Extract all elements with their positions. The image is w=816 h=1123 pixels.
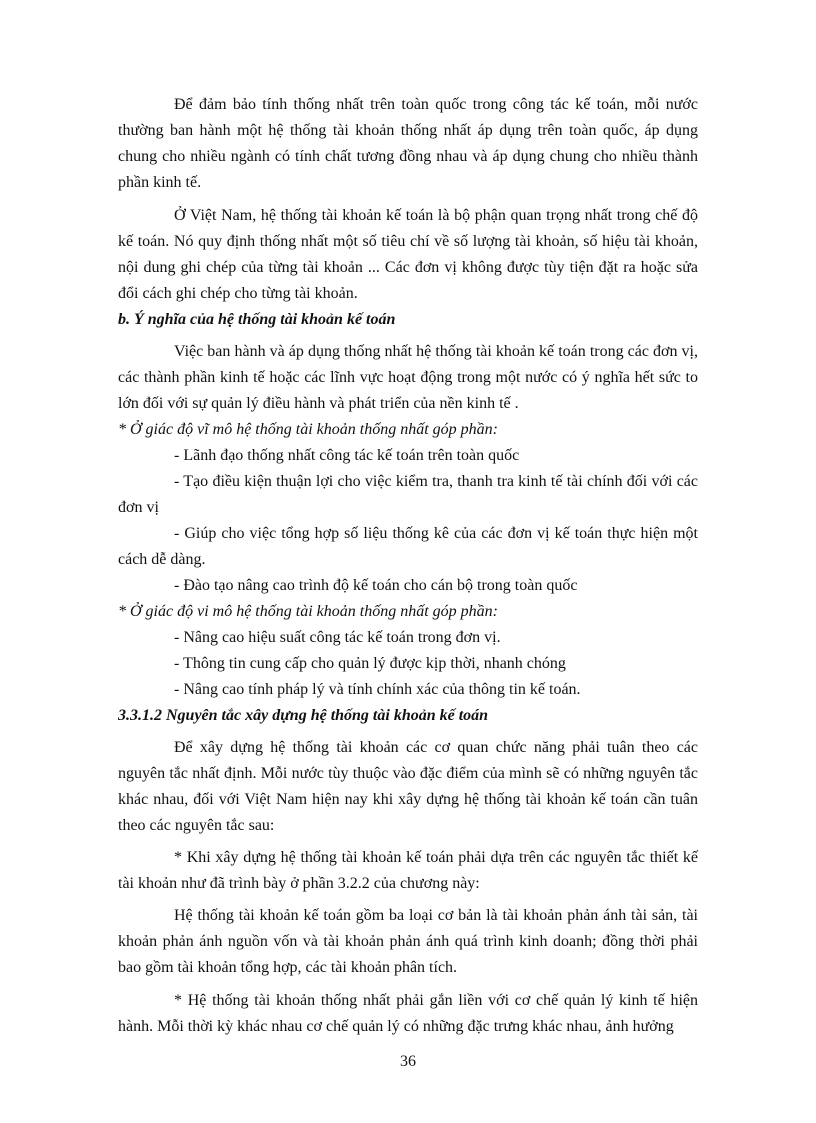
paragraph-design-principles: * Khi xây dựng hệ thống tài khoản kế toán phải dựa trên các nguyên tắc thiết kế tài khoản như đã trình bày ở phần 3.2.2 của chương này: <box>118 849 698 892</box>
section-heading-principles: 3.3.1.2 Nguyên tắc xây dựng hệ thống tài khoản kế toán <box>118 707 489 724</box>
page-content <box>118 92 698 1040</box>
micro-item-3: - Nâng cao tính pháp lý và tính chính xác của thông tin kế toán. <box>174 681 581 698</box>
page-number: 36 <box>400 1053 416 1070</box>
paragraph-principles-intro: Để xây dựng hệ thống tài khoản các cơ quan chức năng phải tuân theo các nguyên tắc nhất định. Mỗi nước tùy thuộc vào đặc điểm của mình sẽ có những nguyên tắc khác nhau, đối với Việt Nam hiện nay khi xây dựng hệ thống tài khoản kế toán cần tuân theo các nguyên tắc sau: <box>118 739 698 834</box>
section-heading-meaning: b. Ý nghĩa của hệ thống tài khoản kế toán <box>118 311 396 328</box>
macro-item-3: - Giúp cho việc tổng hợp số liệu thống kê của các đơn vị kế toán thực hiện một cách dễ dàng. <box>118 525 698 568</box>
paragraph-management-mechanism: * Hệ thống tài khoản thống nhất phải gắn liền với cơ chế quản lý kinh tế hiện hành. Mỗi thời kỳ khác nhau cơ chế quản lý có những đặc trưng khác nhau, ảnh hưởng <box>118 992 698 1035</box>
micro-level-label: * Ở giác độ vi mô hệ thống tài khoản thống nhất góp phần: <box>118 603 498 620</box>
micro-item-2: - Thông tin cung cấp cho quản lý được kịp thời, nhanh chóng <box>174 655 566 672</box>
macro-item-2: - Tạo điều kiện thuận lợi cho việc kiểm tra, thanh tra kinh tế tài chính đối với các đơn vị <box>118 473 698 516</box>
macro-item-1: - Lãnh đạo thống nhất công tác kế toán trên toàn quốc <box>174 447 520 464</box>
paragraph-national-uniformity: Để đảm bảo tính thống nhất trên toàn quốc trong công tác kế toán, mỗi nước thường ban hành một hệ thống tài khoản thống nhất áp dụng trên toàn quốc, áp dụng chung cho nhiều ngành có tính chất tương đồng nhau và áp dụng chung cho nhiều thành phần kinh tế. <box>118 96 698 191</box>
paragraph-account-types: Hệ thống tài khoản kế toán gồm ba loại cơ bản là tài khoản phản ánh tài sản, tài khoản phản ánh nguồn vốn và tài khoản phản ánh quá trình kinh doanh; đồng thời phải bao gồm tài khoản tổng hợp, các tài khoản phân tích. <box>118 907 698 976</box>
macro-item-4: - Đào tạo nâng cao trình độ kế toán cho cán bộ trong toàn quốc <box>174 577 578 594</box>
paragraph-vietnam-system: Ở Việt Nam, hệ thống tài khoản kế toán là bộ phận quan trọng nhất trong chế độ kế toán. Nó quy định thống nhất một số tiêu chí về số lượng tài khoản, số hiệu tài khoản, nội dung ghi chép của từng tài khoản ... Các đơn vị không được tùy tiện đặt ra hoặc sửa đổi cách ghi chép cho từng tài khoản. <box>118 207 698 302</box>
micro-item-1: - Nâng cao hiệu suất công tác kế toán trong đơn vị. <box>174 629 501 646</box>
macro-level-label: * Ở giác độ vĩ mô hệ thống tài khoản thống nhất góp phần: <box>118 421 498 438</box>
paragraph-significance: Việc ban hành và áp dụng thống nhất hệ thống tài khoản kế toán trong các đơn vị, các thành phần kinh tế hoặc các lĩnh vực hoạt động trong một nước có ý nghĩa hết sức to lớn đối với sự quản lý điều hành và phát triển của nền kinh tế . <box>118 343 698 412</box>
